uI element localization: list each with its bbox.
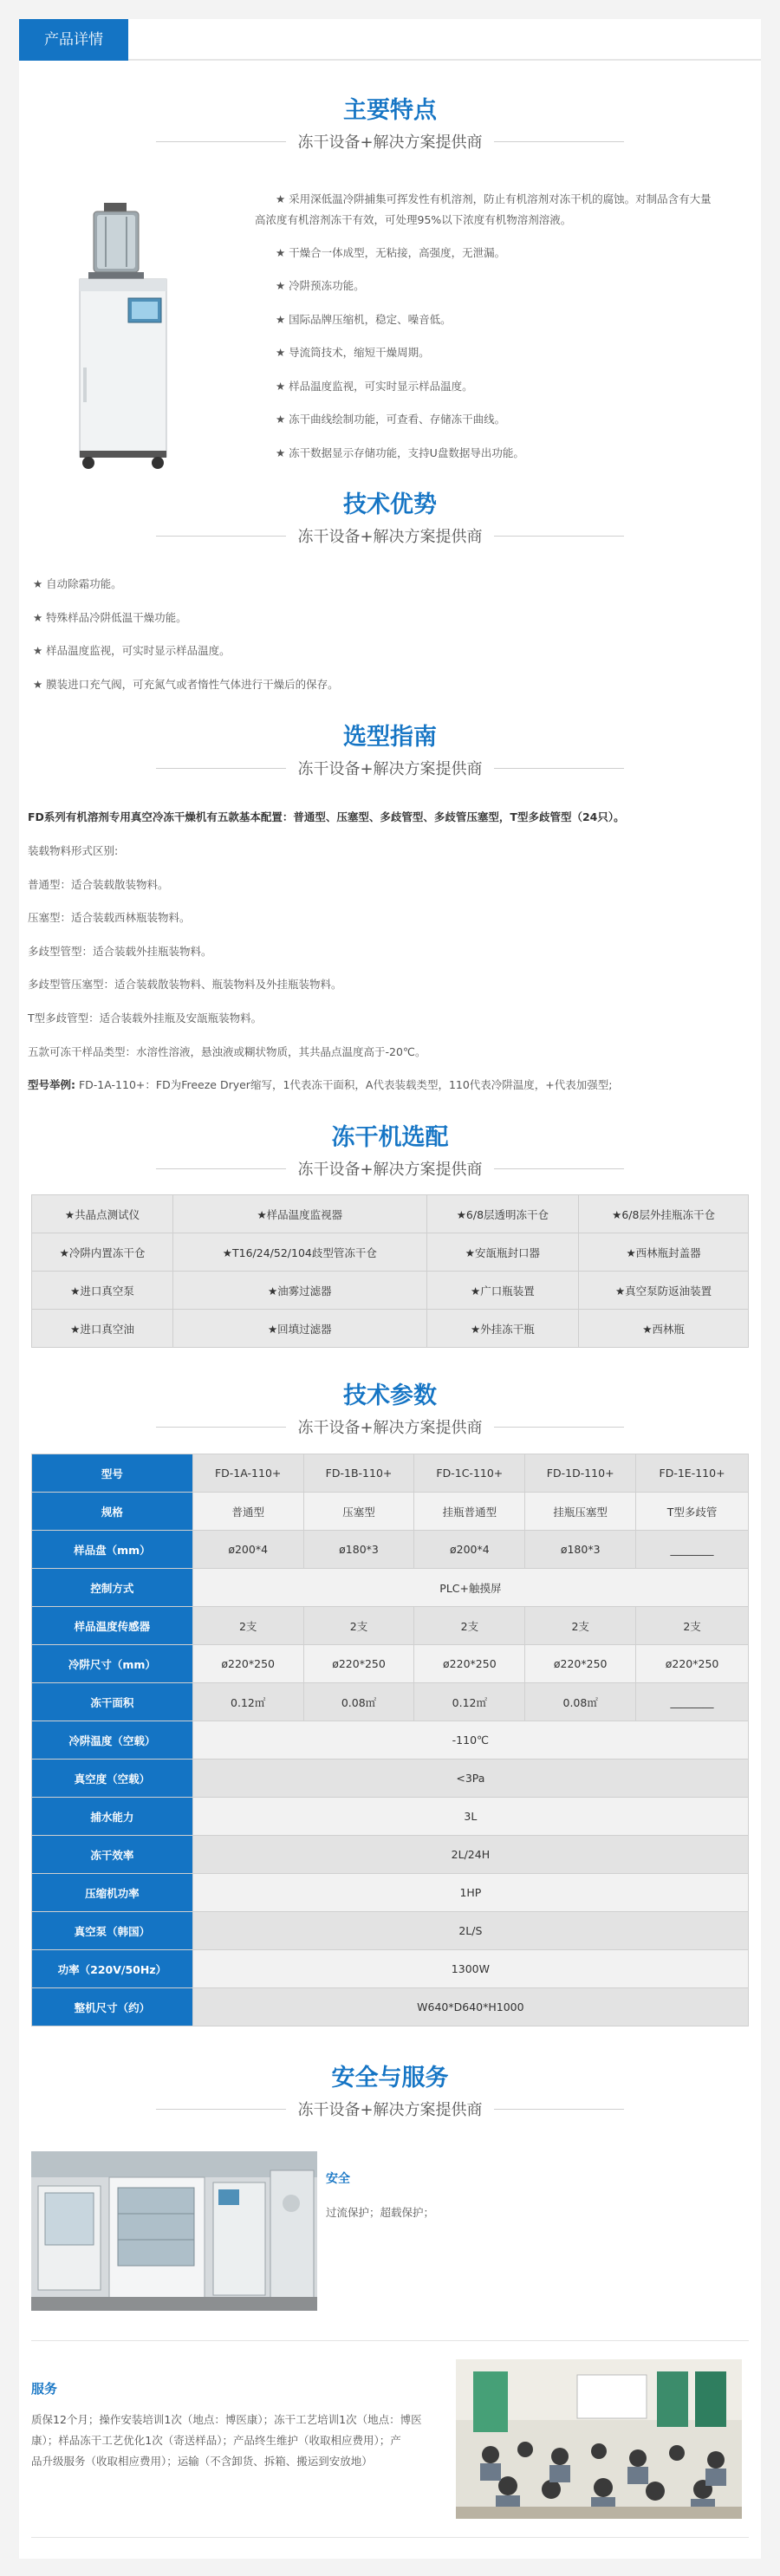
- service-subtitle: 冻干设备+解决方案提供商: [297, 2101, 483, 2119]
- accessory-cell: ★安瓿瓶封口器: [426, 1233, 578, 1272]
- accessory-cell: ★共晶点测试仪: [32, 1195, 173, 1233]
- spec-value: -110℃: [192, 1721, 748, 1760]
- feature-item: ★ 国际品牌压缩机，稳定、噪音低。: [276, 313, 452, 326]
- spec-row: [32, 1760, 749, 1798]
- spec-model-name: FD-1B-110+: [303, 1454, 414, 1493]
- advantage-item: ★ 自动除霜功能。: [33, 577, 122, 590]
- feature-item: ★ 冷阱预冻功能。: [276, 279, 365, 292]
- spec-header-row: [32, 1454, 749, 1493]
- selection-line: 多歧型管型：适合装载外挂瓶装物料。: [28, 945, 212, 958]
- spec-label: 样品盘（mm）: [32, 1531, 193, 1569]
- spec-value: ø220*250: [636, 1645, 749, 1683]
- spec-value: 0.12㎡: [192, 1683, 303, 1721]
- selection-intro: FD系列有机溶剂专用真空冷冻干燥机有五款基本配置：普通型、压塞型、多歧管型、多歧管压塞型，T型多歧管型（24只）。: [28, 810, 625, 823]
- spec-label: 冻干效率: [32, 1836, 193, 1874]
- spec-row: [32, 1645, 749, 1683]
- selection-line: 装载物料形式区别:: [28, 844, 119, 857]
- spec-value: ø220*250: [525, 1645, 636, 1683]
- selection-line: 压塞型：适合装载西林瓶装物料。: [28, 911, 191, 924]
- spec-value: 3L: [192, 1798, 748, 1836]
- service-line: 康）；样品冻干工艺优化1次（寄送样品）；产品终生维护（收取相应费用）；产: [31, 2434, 401, 2447]
- accessory-cell: ★外挂冻干瓶: [426, 1310, 578, 1348]
- specs-table: [31, 1454, 749, 2026]
- spec-label: 整机尺寸（约）: [32, 1988, 193, 2026]
- freeze-dryer-image: [71, 203, 175, 472]
- feature-item: ★ 导流筒技术，缩短干燥周期。: [276, 346, 430, 359]
- feature-item: ★ 干燥合一体成型，无粘接，高强度，无泄漏。: [276, 246, 506, 259]
- spec-row: [32, 1493, 749, 1531]
- accessory-cell: ★样品温度监视器: [172, 1195, 426, 1233]
- accessory-cell: ★广口瓶装置: [426, 1272, 578, 1310]
- advantage-item: ★ 膜装进口充气阀，可充氮气或者惰性气体进行干燥后的保存。: [33, 678, 339, 691]
- spec-label: 捕水能力: [32, 1798, 193, 1836]
- accessories-title: 冻干机选配: [331, 1124, 449, 1151]
- accessory-cell: ★进口真空油: [32, 1310, 173, 1348]
- features-title: 主要特点: [343, 97, 437, 124]
- spec-value: ________: [636, 1683, 749, 1721]
- accessory-cell: ★6/8层外挂瓶冻干仓: [579, 1195, 749, 1233]
- spec-value: 压塞型: [303, 1493, 414, 1531]
- spec-model-name: FD-1E-110+: [636, 1454, 749, 1493]
- spec-value: 0.12㎡: [414, 1683, 525, 1721]
- spec-value: 2支: [525, 1607, 636, 1645]
- tab-product-detail[interactable]: 产品详情: [19, 19, 128, 61]
- spec-label: 样品温度传感器: [32, 1607, 193, 1645]
- accessory-cell: ★冷阱内置冻干仓: [32, 1233, 173, 1272]
- divider: [31, 2537, 749, 2538]
- spec-value: ø180*3: [303, 1531, 414, 1569]
- accessory-cell: ★回填过滤器: [172, 1310, 426, 1348]
- service-subtitle-label: 服务: [31, 2381, 58, 2397]
- spec-value: T型多歧管: [636, 1493, 749, 1531]
- spec-label: 规格: [32, 1493, 193, 1531]
- accessory-cell: ★真空泵防返油装置: [579, 1272, 749, 1310]
- model-example-text: FD-1A-110+：FD为Freeze Dryer缩写，1代表冻干面积，A代表装载类型，110代表冷阱温度，+代表加强型;: [78, 1078, 613, 1091]
- selection-title: 选型指南: [343, 724, 437, 751]
- accessory-cell: ★6/8层透明冻干仓: [426, 1195, 578, 1233]
- spec-value: 2支: [303, 1607, 414, 1645]
- accessories-subtitle: 冻干设备+解决方案提供商: [297, 1161, 483, 1179]
- spec-row: [32, 1531, 749, 1569]
- feature-item: ★ 采用深低温冷阱捕集可挥发性有机溶剂，防止有机溶剂对冻干机的腐蚀。对制品含有大量: [276, 192, 712, 205]
- spec-value: W640*D640*H1000: [192, 1988, 748, 2026]
- accessory-cell: ★西林瓶封盖器: [579, 1233, 749, 1272]
- service-title: 安全与服务: [331, 2065, 449, 2091]
- selection-line: 五款可冻干样品类型：水溶性溶液，悬浊液或糊状物质，其共晶点温度高于-20℃。: [28, 1045, 426, 1058]
- feature-item: ★ 冻干曲线绘制功能，可查看、存储冻干曲线。: [276, 413, 506, 426]
- spec-label: 压缩机功率: [32, 1874, 193, 1912]
- specs-title: 技术参数: [343, 1382, 437, 1409]
- spec-model-name: FD-1A-110+: [192, 1454, 303, 1493]
- spec-label: 真空泵（韩国）: [32, 1912, 193, 1950]
- spec-value: 0.08㎡: [303, 1683, 414, 1721]
- spec-value: 0.08㎡: [525, 1683, 636, 1721]
- spec-row: [32, 1607, 749, 1645]
- lab-equipment-photo: [31, 2151, 317, 2311]
- spec-label: 冻干面积: [32, 1683, 193, 1721]
- feature-item: ★ 样品温度监视，可实时显示样品温度。: [276, 380, 473, 393]
- spec-value: ø200*4: [414, 1531, 525, 1569]
- safety-title: 安全: [326, 2172, 350, 2186]
- spec-value: 1HP: [192, 1874, 748, 1912]
- accessory-cell: ★西林瓶: [579, 1310, 749, 1348]
- feature-item: 高浓度有机溶剂冻干有效，可处理95%以下浓度有机物溶剂溶液。: [255, 213, 572, 226]
- spec-row: [32, 1798, 749, 1836]
- spec-label: 真空度（空载）: [32, 1760, 193, 1798]
- spec-value: ø220*250: [303, 1645, 414, 1683]
- selection-line: 普通型：适合装载散装物料。: [28, 878, 169, 891]
- spec-value: 普通型: [192, 1493, 303, 1531]
- selection-line: 多歧型管压塞型：适合装载散装物料、瓶装物料及外挂瓶装物料。: [28, 978, 342, 991]
- advantages-subtitle: 冻干设备+解决方案提供商: [297, 528, 483, 546]
- divider: [31, 2340, 749, 2341]
- spec-value: 2L/S: [192, 1912, 748, 1950]
- training-session-photo: [456, 2359, 742, 2519]
- advantages-title: 技术优势: [343, 491, 437, 518]
- accessory-row: [32, 1272, 749, 1310]
- spec-value: 2支: [414, 1607, 525, 1645]
- accessories-table: [31, 1194, 749, 1348]
- advantage-item: ★ 特殊样品冷阱低温干燥功能。: [33, 611, 187, 624]
- spec-header-label: 型号: [32, 1454, 193, 1493]
- spec-value: ________: [636, 1531, 749, 1569]
- spec-label: 冷阱尺寸（mm）: [32, 1645, 193, 1683]
- accessory-cell: ★油雾过滤器: [172, 1272, 426, 1310]
- spec-value: PLC+触摸屏: [192, 1569, 748, 1607]
- model-example-label: 型号举例:: [28, 1078, 75, 1091]
- spec-value: 2支: [636, 1607, 749, 1645]
- spec-model-name: FD-1C-110+: [414, 1454, 525, 1493]
- spec-value: ø200*4: [192, 1531, 303, 1569]
- spec-label: 功率（220V/50Hz）: [32, 1950, 193, 1988]
- advantage-item: ★ 样品温度监视，可实时显示样品温度。: [33, 644, 231, 657]
- spec-row: [32, 1836, 749, 1874]
- spec-value: 1300W: [192, 1950, 748, 1988]
- spec-row: [32, 1874, 749, 1912]
- spec-value: <3Pa: [192, 1760, 748, 1798]
- product-detail-panel: [19, 19, 761, 2559]
- spec-label: 控制方式: [32, 1569, 193, 1607]
- spec-value: ø180*3: [525, 1531, 636, 1569]
- feature-item: ★ 冻干数据显示存储功能，支持U盘数据导出功能。: [276, 446, 524, 459]
- spec-value: ø220*250: [192, 1645, 303, 1683]
- spec-label: 冷阱温度（空载）: [32, 1721, 193, 1760]
- spec-row: [32, 1683, 749, 1721]
- features-subtitle: 冻干设备+解决方案提供商: [297, 133, 483, 152]
- selection-subtitle: 冻干设备+解决方案提供商: [297, 760, 483, 778]
- spec-value: 挂瓶压塞型: [525, 1493, 636, 1531]
- specs-subtitle: 冻干设备+解决方案提供商: [297, 1419, 483, 1437]
- spec-value: 挂瓶普通型: [414, 1493, 525, 1531]
- spec-row: [32, 1988, 749, 2026]
- accessory-row: [32, 1195, 749, 1233]
- spec-row: [32, 1569, 749, 1607]
- accessory-row: [32, 1310, 749, 1348]
- spec-value: 2L/24H: [192, 1836, 748, 1874]
- model-example: [28, 1075, 756, 1096]
- accessory-row: [32, 1233, 749, 1272]
- tab-bar: [19, 19, 761, 61]
- spec-row: [32, 1950, 749, 1988]
- service-line: 品升级服务（收取相应费用）；运输（不含卸货、拆箱、搬运到安放地）: [31, 2455, 373, 2468]
- safety-text: 过流保护；超载保护；: [326, 2206, 435, 2219]
- spec-value: ø220*250: [414, 1645, 525, 1683]
- accessory-cell: ★T16/24/52/104歧型管冻干仓: [172, 1233, 426, 1272]
- accessory-cell: ★进口真空泵: [32, 1272, 173, 1310]
- spec-value: 2支: [192, 1607, 303, 1645]
- selection-line: T型多歧管型：适合装载外挂瓶及安瓿瓶装物料。: [28, 1012, 263, 1025]
- spec-model-name: FD-1D-110+: [525, 1454, 636, 1493]
- service-line: 质保12个月；操作安装培训1次（地点：博医康）；冻干工艺培训1次（地点：博医: [31, 2413, 422, 2426]
- spec-row: [32, 1721, 749, 1760]
- spec-row: [32, 1912, 749, 1950]
